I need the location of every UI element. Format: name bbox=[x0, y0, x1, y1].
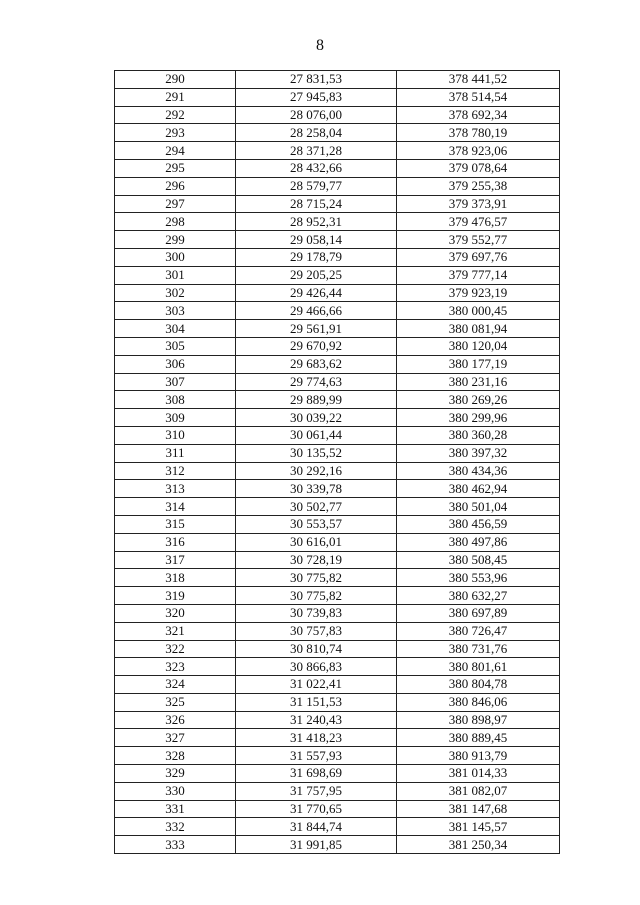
y-coordinate-cell: 380 299,96 bbox=[397, 409, 560, 427]
table-row bbox=[115, 480, 560, 498]
point-number-cell: 326 bbox=[115, 711, 236, 729]
point-number-cell: 309 bbox=[115, 409, 236, 427]
table-row bbox=[115, 302, 560, 320]
x-coordinate-cell: 31 757,95 bbox=[236, 782, 397, 800]
point-number-cell: 316 bbox=[115, 533, 236, 551]
table-row bbox=[115, 676, 560, 694]
table-row bbox=[115, 320, 560, 338]
point-number-cell: 318 bbox=[115, 569, 236, 587]
x-coordinate-cell: 31 151,53 bbox=[236, 693, 397, 711]
x-coordinate-cell: 30 728,19 bbox=[236, 551, 397, 569]
y-coordinate-cell: 381 147,68 bbox=[397, 800, 560, 818]
point-number-cell: 310 bbox=[115, 426, 236, 444]
y-coordinate-cell: 380 000,45 bbox=[397, 302, 560, 320]
x-coordinate-cell: 30 553,57 bbox=[236, 515, 397, 533]
y-coordinate-cell: 379 078,64 bbox=[397, 159, 560, 177]
y-coordinate-cell: 378 441,52 bbox=[397, 71, 560, 89]
y-coordinate-cell: 380 081,94 bbox=[397, 320, 560, 338]
table-row bbox=[115, 729, 560, 747]
x-coordinate-cell: 30 810,74 bbox=[236, 640, 397, 658]
point-number-cell: 295 bbox=[115, 159, 236, 177]
x-coordinate-cell: 30 339,78 bbox=[236, 480, 397, 498]
y-coordinate-cell: 380 497,86 bbox=[397, 533, 560, 551]
table-row bbox=[115, 177, 560, 195]
point-number-cell: 317 bbox=[115, 551, 236, 569]
point-number-cell: 300 bbox=[115, 248, 236, 266]
table-row bbox=[115, 498, 560, 516]
point-number-cell: 322 bbox=[115, 640, 236, 658]
table-row bbox=[115, 515, 560, 533]
x-coordinate-cell: 28 579,77 bbox=[236, 177, 397, 195]
point-number-cell: 308 bbox=[115, 391, 236, 409]
point-number-cell: 313 bbox=[115, 480, 236, 498]
point-number-cell: 332 bbox=[115, 818, 236, 836]
x-coordinate-cell: 29 058,14 bbox=[236, 231, 397, 249]
x-coordinate-cell: 29 205,25 bbox=[236, 266, 397, 284]
point-number-cell: 315 bbox=[115, 515, 236, 533]
page-number: 8 bbox=[316, 37, 324, 54]
point-number-cell: 306 bbox=[115, 355, 236, 373]
y-coordinate-cell: 380 846,06 bbox=[397, 693, 560, 711]
x-coordinate-cell: 29 178,79 bbox=[236, 248, 397, 266]
point-number-cell: 319 bbox=[115, 587, 236, 605]
point-number-cell: 314 bbox=[115, 498, 236, 516]
x-coordinate-cell: 31 418,23 bbox=[236, 729, 397, 747]
x-coordinate-cell: 29 670,92 bbox=[236, 337, 397, 355]
table-row bbox=[115, 765, 560, 783]
table-row bbox=[115, 124, 560, 142]
y-coordinate-cell: 378 514,54 bbox=[397, 88, 560, 106]
table-row bbox=[115, 836, 560, 854]
y-coordinate-cell: 380 898,97 bbox=[397, 711, 560, 729]
y-coordinate-cell: 380 553,96 bbox=[397, 569, 560, 587]
table-row bbox=[115, 782, 560, 800]
table-row bbox=[115, 658, 560, 676]
x-coordinate-cell: 31 698,69 bbox=[236, 765, 397, 783]
point-number-cell: 331 bbox=[115, 800, 236, 818]
y-coordinate-cell: 380 360,28 bbox=[397, 426, 560, 444]
x-coordinate-cell: 29 889,99 bbox=[236, 391, 397, 409]
table-row bbox=[115, 462, 560, 480]
x-coordinate-cell: 31 557,93 bbox=[236, 747, 397, 765]
table-row bbox=[115, 818, 560, 836]
y-coordinate-cell: 379 923,19 bbox=[397, 284, 560, 302]
point-number-cell: 292 bbox=[115, 106, 236, 124]
point-number-cell: 305 bbox=[115, 337, 236, 355]
x-coordinate-cell: 28 076,00 bbox=[236, 106, 397, 124]
x-coordinate-cell: 30 775,82 bbox=[236, 569, 397, 587]
y-coordinate-cell: 379 777,14 bbox=[397, 266, 560, 284]
point-number-cell: 330 bbox=[115, 782, 236, 800]
x-coordinate-cell: 31 991,85 bbox=[236, 836, 397, 854]
point-number-cell: 294 bbox=[115, 142, 236, 160]
x-coordinate-cell: 30 757,83 bbox=[236, 622, 397, 640]
point-number-cell: 311 bbox=[115, 444, 236, 462]
table-row bbox=[115, 711, 560, 729]
table-row bbox=[115, 142, 560, 160]
point-number-cell: 303 bbox=[115, 302, 236, 320]
table-row bbox=[115, 71, 560, 89]
x-coordinate-cell: 28 952,31 bbox=[236, 213, 397, 231]
table-row bbox=[115, 409, 560, 427]
point-number-cell: 297 bbox=[115, 195, 236, 213]
table-row bbox=[115, 195, 560, 213]
x-coordinate-cell: 30 292,16 bbox=[236, 462, 397, 480]
y-coordinate-cell: 380 801,61 bbox=[397, 658, 560, 676]
x-coordinate-cell: 29 683,62 bbox=[236, 355, 397, 373]
y-coordinate-cell: 380 889,45 bbox=[397, 729, 560, 747]
table-row bbox=[115, 159, 560, 177]
x-coordinate-cell: 30 775,82 bbox=[236, 587, 397, 605]
table-row bbox=[115, 106, 560, 124]
table-body bbox=[115, 71, 560, 854]
table-row bbox=[115, 693, 560, 711]
x-coordinate-cell: 27 831,53 bbox=[236, 71, 397, 89]
table-row bbox=[115, 266, 560, 284]
table-row bbox=[115, 622, 560, 640]
y-coordinate-cell: 381 082,07 bbox=[397, 782, 560, 800]
table-row bbox=[115, 213, 560, 231]
table-row bbox=[115, 231, 560, 249]
x-coordinate-cell: 30 135,52 bbox=[236, 444, 397, 462]
point-number-cell: 333 bbox=[115, 836, 236, 854]
point-number-cell: 298 bbox=[115, 213, 236, 231]
x-coordinate-cell: 28 432,66 bbox=[236, 159, 397, 177]
y-coordinate-cell: 378 780,19 bbox=[397, 124, 560, 142]
point-number-cell: 321 bbox=[115, 622, 236, 640]
y-coordinate-cell: 379 373,91 bbox=[397, 195, 560, 213]
table-row bbox=[115, 88, 560, 106]
table-row bbox=[115, 569, 560, 587]
point-number-cell: 296 bbox=[115, 177, 236, 195]
y-coordinate-cell: 380 804,78 bbox=[397, 676, 560, 694]
coordinates-table bbox=[114, 70, 560, 854]
y-coordinate-cell: 379 552,77 bbox=[397, 231, 560, 249]
y-coordinate-cell: 380 462,94 bbox=[397, 480, 560, 498]
table-row bbox=[115, 747, 560, 765]
y-coordinate-cell: 380 120,04 bbox=[397, 337, 560, 355]
x-coordinate-cell: 28 715,24 bbox=[236, 195, 397, 213]
table-row bbox=[115, 604, 560, 622]
y-coordinate-cell: 381 250,34 bbox=[397, 836, 560, 854]
table-row bbox=[115, 800, 560, 818]
point-number-cell: 324 bbox=[115, 676, 236, 694]
x-coordinate-cell: 29 774,63 bbox=[236, 373, 397, 391]
x-coordinate-cell: 30 616,01 bbox=[236, 533, 397, 551]
y-coordinate-cell: 379 697,76 bbox=[397, 248, 560, 266]
table-row bbox=[115, 337, 560, 355]
point-number-cell: 320 bbox=[115, 604, 236, 622]
point-number-cell: 299 bbox=[115, 231, 236, 249]
x-coordinate-cell: 30 866,83 bbox=[236, 658, 397, 676]
y-coordinate-cell: 380 269,26 bbox=[397, 391, 560, 409]
point-number-cell: 327 bbox=[115, 729, 236, 747]
y-coordinate-cell: 379 255,38 bbox=[397, 177, 560, 195]
x-coordinate-cell: 29 466,66 bbox=[236, 302, 397, 320]
x-coordinate-cell: 27 945,83 bbox=[236, 88, 397, 106]
point-number-cell: 304 bbox=[115, 320, 236, 338]
x-coordinate-cell: 28 258,04 bbox=[236, 124, 397, 142]
x-coordinate-cell: 31 844,74 bbox=[236, 818, 397, 836]
table-row bbox=[115, 640, 560, 658]
x-coordinate-cell: 30 039,22 bbox=[236, 409, 397, 427]
table-row bbox=[115, 551, 560, 569]
point-number-cell: 301 bbox=[115, 266, 236, 284]
x-coordinate-cell: 31 022,41 bbox=[236, 676, 397, 694]
y-coordinate-cell: 380 434,36 bbox=[397, 462, 560, 480]
table-row bbox=[115, 391, 560, 409]
table-row bbox=[115, 248, 560, 266]
y-coordinate-cell: 380 501,04 bbox=[397, 498, 560, 516]
table-row bbox=[115, 587, 560, 605]
y-coordinate-cell: 381 014,33 bbox=[397, 765, 560, 783]
y-coordinate-cell: 379 476,57 bbox=[397, 213, 560, 231]
y-coordinate-cell: 380 731,76 bbox=[397, 640, 560, 658]
point-number-cell: 293 bbox=[115, 124, 236, 142]
point-number-cell: 323 bbox=[115, 658, 236, 676]
x-coordinate-cell: 31 240,43 bbox=[236, 711, 397, 729]
point-number-cell: 302 bbox=[115, 284, 236, 302]
y-coordinate-cell: 378 692,34 bbox=[397, 106, 560, 124]
y-coordinate-cell: 380 231,16 bbox=[397, 373, 560, 391]
y-coordinate-cell: 380 726,47 bbox=[397, 622, 560, 640]
y-coordinate-cell: 380 456,59 bbox=[397, 515, 560, 533]
table-row bbox=[115, 533, 560, 551]
x-coordinate-cell: 29 561,91 bbox=[236, 320, 397, 338]
point-number-cell: 291 bbox=[115, 88, 236, 106]
point-number-cell: 290 bbox=[115, 71, 236, 89]
table-row bbox=[115, 355, 560, 373]
table-row bbox=[115, 444, 560, 462]
x-coordinate-cell: 30 502,77 bbox=[236, 498, 397, 516]
point-number-cell: 312 bbox=[115, 462, 236, 480]
x-coordinate-cell: 30 739,83 bbox=[236, 604, 397, 622]
point-number-cell: 307 bbox=[115, 373, 236, 391]
y-coordinate-cell: 380 177,19 bbox=[397, 355, 560, 373]
table-row bbox=[115, 373, 560, 391]
y-coordinate-cell: 380 508,45 bbox=[397, 551, 560, 569]
x-coordinate-cell: 30 061,44 bbox=[236, 426, 397, 444]
y-coordinate-cell: 380 697,89 bbox=[397, 604, 560, 622]
table-row bbox=[115, 284, 560, 302]
y-coordinate-cell: 381 145,57 bbox=[397, 818, 560, 836]
point-number-cell: 325 bbox=[115, 693, 236, 711]
table-row bbox=[115, 426, 560, 444]
x-coordinate-cell: 29 426,44 bbox=[236, 284, 397, 302]
y-coordinate-cell: 378 923,06 bbox=[397, 142, 560, 160]
y-coordinate-cell: 380 397,32 bbox=[397, 444, 560, 462]
point-number-cell: 329 bbox=[115, 765, 236, 783]
x-coordinate-cell: 31 770,65 bbox=[236, 800, 397, 818]
x-coordinate-cell: 28 371,28 bbox=[236, 142, 397, 160]
y-coordinate-cell: 380 913,79 bbox=[397, 747, 560, 765]
point-number-cell: 328 bbox=[115, 747, 236, 765]
y-coordinate-cell: 380 632,27 bbox=[397, 587, 560, 605]
